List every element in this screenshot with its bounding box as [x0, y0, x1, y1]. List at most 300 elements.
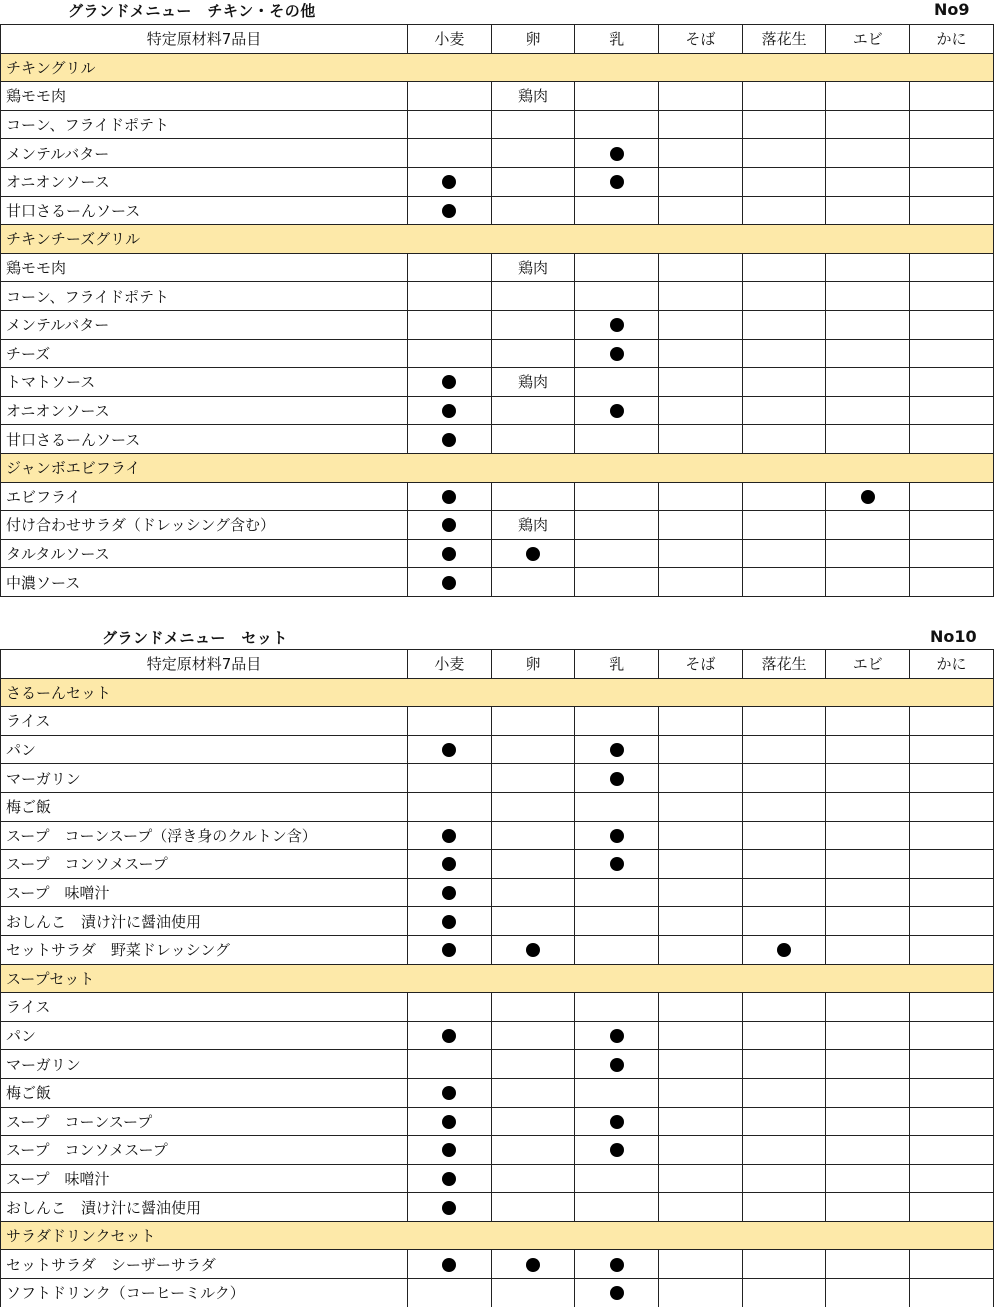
contains-dot-icon: [442, 1029, 456, 1043]
contains-dot-icon: [442, 518, 456, 532]
allergen-cell: [575, 482, 659, 511]
allergen-cell: [910, 196, 994, 225]
allergen-cell: [742, 707, 826, 736]
allergen-cell: [659, 1193, 743, 1222]
allergen-cell: [826, 764, 910, 793]
allergen-cell: [910, 1078, 994, 1107]
allergen-cell: [742, 1279, 826, 1307]
contains-dot-icon: [610, 147, 624, 161]
allergen-cell: [910, 167, 994, 196]
table-row: [1, 196, 994, 225]
allergen-cell: [742, 1193, 826, 1222]
allergen-cell: 鶏肉: [491, 253, 575, 282]
allergen-cell: [575, 1250, 659, 1279]
allergen-cell: [575, 1078, 659, 1107]
allergen-cell: [659, 1107, 743, 1136]
allergen-cell: [826, 1164, 910, 1193]
allergen-cell: [742, 253, 826, 282]
allergen-cell: [742, 396, 826, 425]
item-name: メンテルバター: [1, 139, 408, 168]
allergen-cell: [659, 110, 743, 139]
contains-dot-icon: [442, 490, 456, 504]
allergen-cell: [826, 539, 910, 568]
contains-dot-icon: [610, 1258, 624, 1272]
category-name: チキンチーズグリル: [1, 225, 994, 254]
allergen-cell: [575, 282, 659, 311]
allergen-cell: [408, 511, 492, 540]
allergen-cell: [575, 1136, 659, 1165]
allergen-cell: [659, 425, 743, 454]
item-name: 甘口さるーんソース: [1, 196, 408, 225]
allergen-cell: [910, 310, 994, 339]
allergen-cell: [575, 568, 659, 597]
allergen-cell: [659, 1078, 743, 1107]
allergen-cell: [491, 1279, 575, 1307]
item-name: コーン、フライドポテト: [1, 282, 408, 311]
allergen-cell: [491, 482, 575, 511]
allergen-cell: [491, 850, 575, 879]
allergen-cell: [910, 1050, 994, 1079]
allergen-header: 卵: [491, 25, 575, 54]
allergen-cell: [826, 167, 910, 196]
allergen-cell: [575, 511, 659, 540]
allergen-cell: [659, 821, 743, 850]
allergen-cell: [659, 1250, 743, 1279]
allergen-cell: [742, 339, 826, 368]
allergen-cell: 鶏肉: [491, 511, 575, 540]
allergen-cell: [408, 878, 492, 907]
item-name: 鶏モモ肉: [1, 82, 408, 111]
table-row: [1, 310, 994, 339]
table-row: [1, 1250, 994, 1279]
allergen-cell: [742, 368, 826, 397]
contains-dot-icon: [442, 547, 456, 561]
allergen-cell: [742, 850, 826, 879]
allergen-cell: [408, 850, 492, 879]
allergen-cell: [491, 196, 575, 225]
allergen-cell: [742, 792, 826, 821]
allergen-cell: [742, 282, 826, 311]
allergen-cell: [659, 139, 743, 168]
section-heading: [0, 0, 994, 24]
table-row: [1, 1021, 994, 1050]
allergen-cell: [575, 993, 659, 1022]
allergen-cell: [826, 482, 910, 511]
allergen-cell: [826, 1136, 910, 1165]
contains-dot-icon: [610, 1029, 624, 1043]
allergen-cell: [742, 735, 826, 764]
contains-dot-icon: [610, 1058, 624, 1072]
allergen-cell: [575, 139, 659, 168]
allergen-cell: [575, 1164, 659, 1193]
allergen-cell: [491, 821, 575, 850]
allergen-cell: [742, 139, 826, 168]
section-number: No9: [934, 0, 970, 19]
table-row: [1, 396, 994, 425]
allergen-cell: [408, 993, 492, 1022]
allergen-cell: [742, 1164, 826, 1193]
allergen-cell: [659, 792, 743, 821]
item-name: チーズ: [1, 339, 408, 368]
allergen-cell: [826, 282, 910, 311]
item-name: おしんこ 漬け汁に醤油使用: [1, 1193, 408, 1222]
contains-dot-icon: [610, 772, 624, 786]
allergen-cell: [910, 110, 994, 139]
allergen-cell: [659, 935, 743, 964]
section-title: グランドメニュー チキン・その他: [68, 2, 316, 20]
allergen-cell: [575, 850, 659, 879]
contains-dot-icon: [442, 375, 456, 389]
allergen-cell: [408, 396, 492, 425]
allergen-cell: [575, 396, 659, 425]
allergen-cell: [742, 482, 826, 511]
allergen-cell: [910, 482, 994, 511]
allergen-cell: [659, 1136, 743, 1165]
contains-dot-icon: [442, 204, 456, 218]
table-row: [1, 368, 994, 397]
allergen-cell: [910, 339, 994, 368]
table-row: [1, 850, 994, 879]
allergen-cell: [910, 1164, 994, 1193]
allergen-cell: [408, 935, 492, 964]
table-row: [1, 907, 994, 936]
contains-dot-icon: [610, 318, 624, 332]
allergen-header: そば: [659, 650, 743, 679]
item-name: マーガリン: [1, 1050, 408, 1079]
allergen-cell: [910, 82, 994, 111]
allergen-cell: [575, 310, 659, 339]
allergen-cell: [910, 511, 994, 540]
allergen-cell: [575, 1107, 659, 1136]
contains-dot-icon: [526, 943, 540, 957]
allergen-cell: [659, 1021, 743, 1050]
allergen-cell: [491, 907, 575, 936]
allergen-cell: [491, 539, 575, 568]
allergen-cell: [826, 253, 910, 282]
allergen-cell: [408, 368, 492, 397]
contains-dot-icon: [442, 1258, 456, 1272]
allergen-cell: [575, 1279, 659, 1307]
allergen-cell: [742, 568, 826, 597]
allergen-cell: [408, 1136, 492, 1165]
allergen-cell: [742, 310, 826, 339]
allergen-cell: [408, 1193, 492, 1222]
allergen-cell: [491, 1050, 575, 1079]
allergen-cell: [910, 707, 994, 736]
category-name: スープセット: [1, 964, 994, 993]
table-row: [1, 282, 994, 311]
allergen-cell: [408, 482, 492, 511]
allergen-cell: [408, 196, 492, 225]
item-name: オニオンソース: [1, 167, 408, 196]
category-row: [1, 964, 994, 993]
allergen-cell: [910, 253, 994, 282]
allergen-cell: [742, 82, 826, 111]
allergen-cell: [575, 339, 659, 368]
allergen-cell: [826, 993, 910, 1022]
allergen-cell: [408, 792, 492, 821]
allergen-cell: [575, 1050, 659, 1079]
allergen-cell: [910, 396, 994, 425]
table-row: [1, 167, 994, 196]
table-row: [1, 511, 994, 540]
allergen-cell: [408, 339, 492, 368]
contains-dot-icon: [442, 886, 456, 900]
item-name: スープ コーンスープ（浮き身のクルトン含）: [1, 821, 408, 850]
allergen-cell: [826, 511, 910, 540]
allergen-cell: [408, 1164, 492, 1193]
allergen-cell: [742, 167, 826, 196]
allergen-cell: [659, 282, 743, 311]
allergen-cell: [826, 821, 910, 850]
allergen-cell: [491, 1078, 575, 1107]
item-name: コーン、フライドポテト: [1, 110, 408, 139]
item-name: ライス: [1, 993, 408, 1022]
allergen-cell: [742, 196, 826, 225]
item-name: エビフライ: [1, 482, 408, 511]
item-name: パン: [1, 735, 408, 764]
contains-dot-icon: [442, 1086, 456, 1100]
contains-dot-icon: [442, 576, 456, 590]
allergen-cell: [575, 878, 659, 907]
allergen-cell: [910, 539, 994, 568]
allergen-cell: [742, 1050, 826, 1079]
table-row: [1, 1136, 994, 1165]
allergen-cell: [910, 1136, 994, 1165]
header-label: 特定原材料7品目: [1, 650, 408, 679]
allergen-cell: [742, 907, 826, 936]
allergen-cell: [826, 1021, 910, 1050]
contains-dot-icon: [442, 829, 456, 843]
table-row: [1, 139, 994, 168]
allergen-cell: [826, 707, 910, 736]
allergen-cell: [659, 396, 743, 425]
allergen-cell: [659, 1279, 743, 1307]
allergen-cell: [408, 1279, 492, 1307]
allergen-cell: [826, 139, 910, 168]
allergen-cell: [910, 368, 994, 397]
allergen-cell: [491, 993, 575, 1022]
table-row: [1, 792, 994, 821]
allergen-cell: [742, 1078, 826, 1107]
allergen-header: 乳: [575, 650, 659, 679]
allergen-cell: [491, 707, 575, 736]
allergen-cell: [659, 253, 743, 282]
allergen-cell: [659, 764, 743, 793]
item-name: 梅ご飯: [1, 792, 408, 821]
item-name: セットサラダ シーザーサラダ: [1, 1250, 408, 1279]
category-row: [1, 53, 994, 82]
allergen-cell: [491, 764, 575, 793]
allergen-cell: [826, 110, 910, 139]
category-row: [1, 1221, 994, 1250]
allergen-cell: [659, 167, 743, 196]
item-name: パン: [1, 1021, 408, 1050]
allergen-cell: [826, 1250, 910, 1279]
allergen-cell: [910, 850, 994, 879]
contains-dot-icon: [610, 743, 624, 757]
allergen-cell: [408, 282, 492, 311]
allergen-cell: [826, 735, 910, 764]
allergen-cell: [826, 1193, 910, 1222]
section-number: No10: [930, 627, 977, 646]
allergen-cell: [659, 196, 743, 225]
allergen-cell: [491, 282, 575, 311]
allergen-cell: [742, 764, 826, 793]
allergen-cell: [408, 907, 492, 936]
allergen-cell: [659, 1050, 743, 1079]
allergen-cell: [910, 735, 994, 764]
allergen-cell: [826, 339, 910, 368]
allergen-cell: [742, 878, 826, 907]
allergen-cell: [659, 850, 743, 879]
allergen-cell: [575, 764, 659, 793]
allergen-cell: [742, 1250, 826, 1279]
allergen-cell: [659, 707, 743, 736]
contains-dot-icon: [442, 943, 456, 957]
item-name: セットサラダ 野菜ドレッシング: [1, 935, 408, 964]
allergen-cell: [491, 568, 575, 597]
allergen-cell: [742, 1136, 826, 1165]
allergen-cell: [826, 425, 910, 454]
table-row: [1, 764, 994, 793]
item-name: 鶏モモ肉: [1, 253, 408, 282]
contains-dot-icon: [526, 1258, 540, 1272]
allergen-cell: [910, 1021, 994, 1050]
allergen-header: そば: [659, 25, 743, 54]
allergen-cell: [408, 539, 492, 568]
allergen-cell: [910, 878, 994, 907]
allergen-header: 落花生: [742, 25, 826, 54]
allergen-cell: [826, 568, 910, 597]
table-row: [1, 878, 994, 907]
allergen-cell: [408, 425, 492, 454]
allergen-cell: [742, 1107, 826, 1136]
allergen-cell: [575, 539, 659, 568]
allergen-cell: [659, 907, 743, 936]
allergen-cell: [491, 396, 575, 425]
allergen-cell: [742, 935, 826, 964]
allergen-header: かに: [910, 25, 994, 54]
header-label: 特定原材料7品目: [1, 25, 408, 54]
allergen-cell: [826, 935, 910, 964]
allergen-cell: [491, 139, 575, 168]
allergen-cell: [910, 993, 994, 1022]
contains-dot-icon: [442, 433, 456, 447]
allergen-cell: [659, 511, 743, 540]
item-name: マーガリン: [1, 764, 408, 793]
allergen-cell: [826, 907, 910, 936]
contains-dot-icon: [610, 857, 624, 871]
allergen-cell: [826, 1078, 910, 1107]
table-row: [1, 1107, 994, 1136]
item-name: メンテルバター: [1, 310, 408, 339]
allergen-cell: [742, 1021, 826, 1050]
table-row: [1, 1193, 994, 1222]
allergen-cell: [659, 339, 743, 368]
item-name: スープ コンソメスープ: [1, 850, 408, 879]
contains-dot-icon: [442, 915, 456, 929]
allergen-cell: [491, 1107, 575, 1136]
allergen-cell: [408, 139, 492, 168]
allergen-cell: [659, 482, 743, 511]
allergen-cell: [910, 1250, 994, 1279]
allergen-cell: [408, 821, 492, 850]
allergen-cell: [826, 1279, 910, 1307]
table-row: [1, 82, 994, 111]
table-row: [1, 1078, 994, 1107]
table-row: [1, 339, 994, 368]
allergen-header: 卵: [491, 650, 575, 679]
allergen-cell: [826, 82, 910, 111]
allergen-cell: [910, 425, 994, 454]
contains-dot-icon: [526, 547, 540, 561]
allergen-cell: [826, 1107, 910, 1136]
table-row: [1, 707, 994, 736]
item-name: 甘口さるーんソース: [1, 425, 408, 454]
allergen-cell: [575, 1193, 659, 1222]
item-name: スープ コーンスープ: [1, 1107, 408, 1136]
allergen-cell: [742, 821, 826, 850]
contains-dot-icon: [442, 175, 456, 189]
allergen-cell: [491, 310, 575, 339]
allergen-cell: [408, 1250, 492, 1279]
allergen-cell: [491, 1164, 575, 1193]
allergen-cell: [408, 1050, 492, 1079]
allergen-cell: [491, 1136, 575, 1165]
allergen-cell: [408, 1021, 492, 1050]
contains-dot-icon: [442, 857, 456, 871]
allergen-cell: [659, 310, 743, 339]
contains-dot-icon: [442, 1143, 456, 1157]
contains-dot-icon: [610, 1286, 624, 1300]
contains-dot-icon: [610, 829, 624, 843]
allergen-cell: [742, 511, 826, 540]
table-row: [1, 425, 994, 454]
allergen-cell: [826, 1050, 910, 1079]
item-name: 梅ご飯: [1, 1078, 408, 1107]
item-name: おしんこ 漬け汁に醤油使用: [1, 907, 408, 936]
allergen-cell: [491, 1250, 575, 1279]
table-row: [1, 539, 994, 568]
allergen-cell: [659, 368, 743, 397]
allergen-cell: [826, 368, 910, 397]
item-name: 付け合わせサラダ（ドレッシング含む）: [1, 511, 408, 540]
section-chicken: [0, 0, 994, 597]
allergen-cell: [575, 707, 659, 736]
allergen-cell: [575, 935, 659, 964]
allergen-cell: [408, 764, 492, 793]
allergen-cell: [491, 1193, 575, 1222]
allergen-cell: 鶏肉: [491, 368, 575, 397]
allergen-header: 小麦: [408, 650, 492, 679]
allergen-cell: [408, 110, 492, 139]
table-row: [1, 1164, 994, 1193]
category-row: [1, 678, 994, 707]
allergen-cell: [408, 735, 492, 764]
table-row: [1, 568, 994, 597]
allergen-cell: [742, 110, 826, 139]
category-name: チキングリル: [1, 53, 994, 82]
allergen-header: かに: [910, 650, 994, 679]
header-row: [1, 25, 994, 54]
allergen-cell: [575, 368, 659, 397]
contains-dot-icon: [861, 490, 875, 504]
item-name: トマトソース: [1, 368, 408, 397]
section-title: グランドメニュー セット: [102, 629, 288, 647]
allergen-cell: [575, 253, 659, 282]
allergen-cell: [491, 735, 575, 764]
